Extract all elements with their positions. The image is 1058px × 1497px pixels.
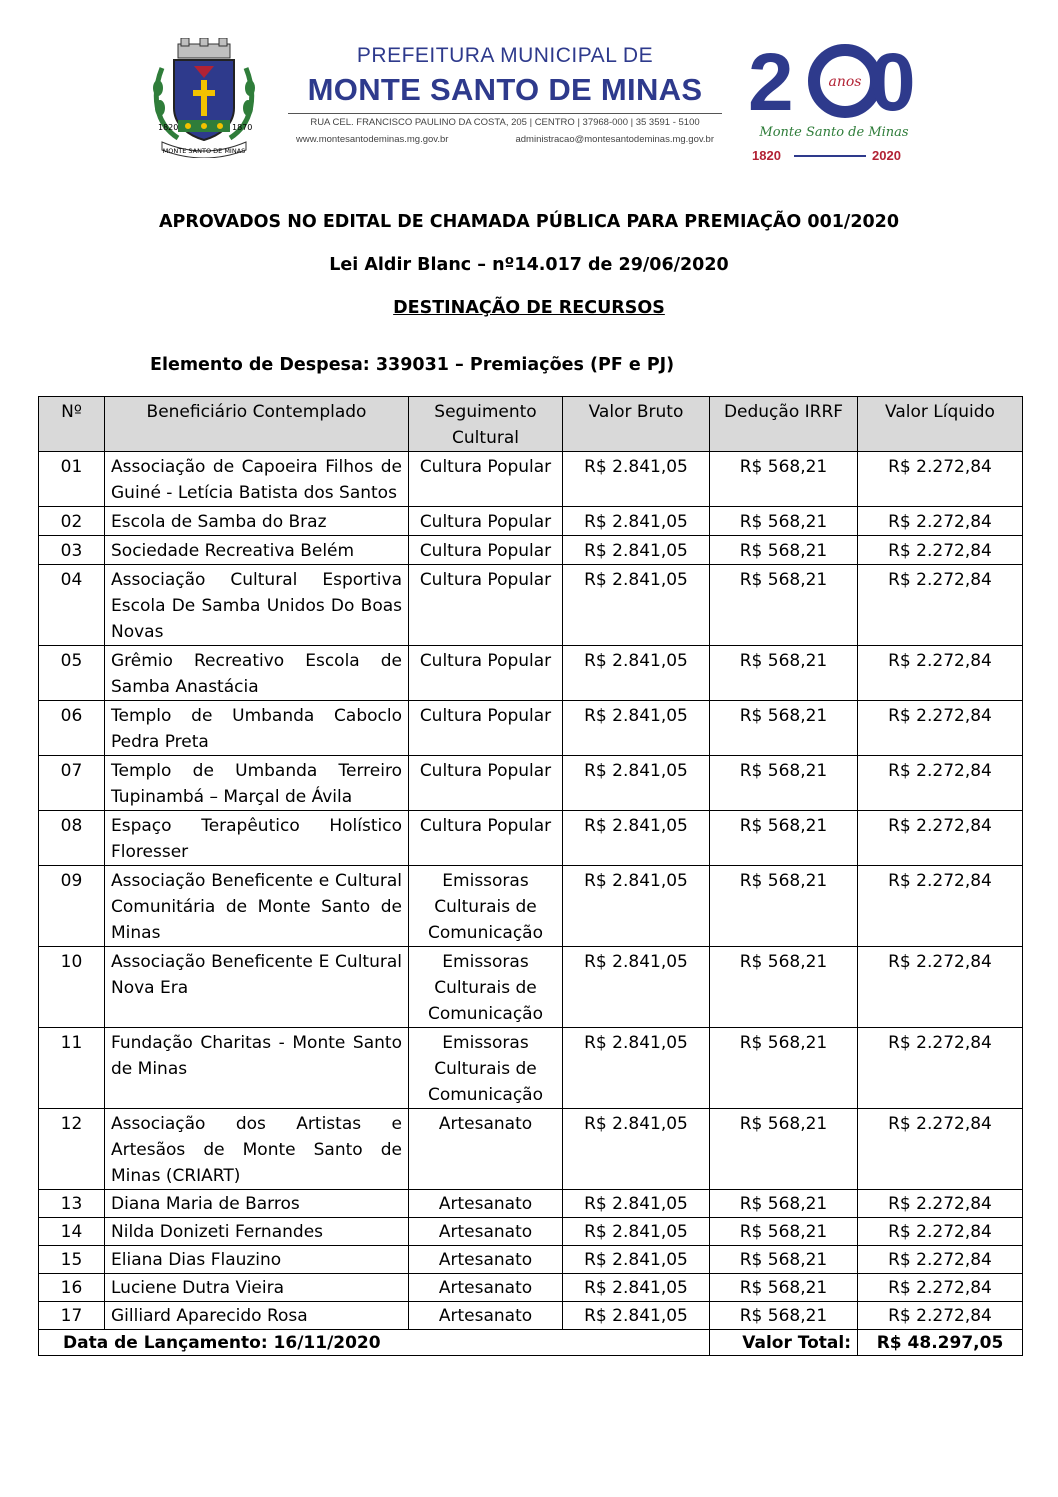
- irrf-deduction: R$ 568,21: [710, 1109, 858, 1190]
- anniversary-200-logo: [748, 36, 916, 166]
- letterhead: [0, 0, 1058, 180]
- beneficiary-name: Templo de Umbanda Caboclo Pedra Preta: [105, 701, 409, 756]
- crest-year-left: 1820: [158, 123, 179, 132]
- address: RUA CEL. FRANCISCO PAULINO DA COSTA, 205 | CENTRO | 37968-000 | 35 3591 - 5100: [310, 117, 700, 128]
- document-titles: [0, 210, 1058, 320]
- gross-value: R$ 2.841,05: [563, 536, 710, 565]
- cultural-segment: Artesanato: [409, 1190, 563, 1218]
- table-row: [39, 565, 1023, 646]
- irrf-deduction: R$ 568,21: [710, 1274, 858, 1302]
- gross-value: R$ 2.841,05: [563, 947, 710, 1028]
- irrf-deduction: R$ 568,21: [710, 947, 858, 1028]
- net-value: R$ 2.272,84: [858, 701, 1023, 756]
- gross-value: R$ 2.841,05: [563, 866, 710, 947]
- row-number: 15: [39, 1246, 105, 1274]
- table-row: [39, 811, 1023, 866]
- beneficiary-name: Fundação Charitas - Monte Santo de Minas: [105, 1028, 409, 1109]
- net-value: R$ 2.272,84: [858, 1028, 1023, 1109]
- cultural-segment: Cultura Popular: [409, 811, 563, 866]
- row-number: 10: [39, 947, 105, 1028]
- row-number: 07: [39, 756, 105, 811]
- letterhead-divider: [288, 113, 722, 114]
- table-row: [39, 866, 1023, 947]
- table-row: [39, 1246, 1023, 1274]
- beneficiary-name: Escola de Samba do Braz: [105, 507, 409, 536]
- table-row: [39, 1274, 1023, 1302]
- municipal-crest-icon: [148, 38, 260, 158]
- municipality-name: MONTE SANTO DE MINAS: [307, 72, 703, 107]
- gross-value: R$ 2.841,05: [563, 756, 710, 811]
- row-number: 11: [39, 1028, 105, 1109]
- irrf-deduction: R$ 568,21: [710, 507, 858, 536]
- row-number: 14: [39, 1218, 105, 1246]
- gross-value: R$ 2.841,05: [563, 1028, 710, 1109]
- cultural-segment: Cultura Popular: [409, 756, 563, 811]
- net-value: R$ 2.272,84: [858, 1302, 1023, 1330]
- table-row: [39, 756, 1023, 811]
- gross-value: R$ 2.841,05: [563, 646, 710, 701]
- gross-value: R$ 2.841,05: [563, 1274, 710, 1302]
- beneficiary-name: Espaço Terapêutico Holístico Floresser: [105, 811, 409, 866]
- section-heading: DESTINAÇÃO DE RECURSOS: [393, 298, 665, 318]
- document-title: APROVADOS NO EDITAL DE CHAMADA PÚBLICA PARA PREMIAÇÃO 001/2020: [158, 212, 900, 232]
- irrf-deduction: R$ 568,21: [710, 701, 858, 756]
- beneficiary-name: Diana Maria de Barros: [105, 1190, 409, 1218]
- row-number: 12: [39, 1109, 105, 1190]
- gross-value: R$ 2.841,05: [563, 565, 710, 646]
- row-number: 03: [39, 536, 105, 565]
- gross-value: R$ 2.841,05: [563, 1246, 710, 1274]
- irrf-deduction: R$ 568,21: [710, 1218, 858, 1246]
- irrf-deduction: R$ 568,21: [710, 646, 858, 701]
- cultural-segment: Artesanato: [409, 1109, 563, 1190]
- anniv-tagline: Monte Santo de Minas: [759, 125, 909, 140]
- row-number: 16: [39, 1274, 105, 1302]
- row-number: 13: [39, 1190, 105, 1218]
- table-row: [39, 507, 1023, 536]
- header-irrf-deduction: Dedução IRRF: [710, 397, 858, 452]
- cultural-segment: Cultura Popular: [409, 565, 563, 646]
- cultural-segment: Cultura Popular: [409, 452, 563, 507]
- table-row: [39, 701, 1023, 756]
- expense-element: Elemento de Despesa: 339031 – Premiações (PF e PJ): [150, 355, 675, 375]
- anniv-year-end: 2020: [872, 148, 901, 163]
- row-number: 06: [39, 701, 105, 756]
- beneficiary-name: Eliana Dias Flauzino: [105, 1246, 409, 1274]
- header-beneficiary: Beneficiário Contemplado: [105, 397, 409, 452]
- cultural-segment: Artesanato: [409, 1246, 563, 1274]
- net-value: R$ 2.272,84: [858, 947, 1023, 1028]
- net-value: R$ 2.272,84: [858, 756, 1023, 811]
- irrf-deduction: R$ 568,21: [710, 1302, 858, 1330]
- anniv-year-start: 1820: [752, 148, 781, 163]
- net-value: R$ 2.272,84: [858, 565, 1023, 646]
- crest-banner: MONTE SANTO DE MINAS: [162, 147, 246, 155]
- table-row: [39, 1109, 1023, 1190]
- net-value: R$ 2.272,84: [858, 507, 1023, 536]
- table-footer-row: [39, 1330, 1023, 1356]
- table-row: [39, 1302, 1023, 1330]
- cultural-segment: Artesanato: [409, 1218, 563, 1246]
- law-subtitle: Lei Aldir Blanc – nº14.017 de 29/06/2020: [329, 255, 729, 275]
- cultural-segment: Artesanato: [409, 1274, 563, 1302]
- beneficiaries-table: [38, 396, 1023, 1356]
- email-link[interactable]: administracao@montesantodeminas.mg.gov.br: [515, 134, 714, 145]
- header-net-value: Valor Líquido: [858, 397, 1023, 452]
- irrf-deduction: R$ 568,21: [710, 756, 858, 811]
- release-date: Data de Lançamento: 16/11/2020: [39, 1330, 710, 1356]
- beneficiary-name: Associação Beneficente e Cultural Comunitária de Monte Santo de Minas: [105, 866, 409, 947]
- table-row: [39, 1190, 1023, 1218]
- row-number: 01: [39, 452, 105, 507]
- row-number: 04: [39, 565, 105, 646]
- cultural-segment: Cultura Popular: [409, 646, 563, 701]
- irrf-deduction: R$ 568,21: [710, 866, 858, 947]
- total-value: R$ 48.297,05: [858, 1330, 1023, 1356]
- row-number: 02: [39, 507, 105, 536]
- irrf-deduction: R$ 568,21: [710, 1246, 858, 1274]
- net-value: R$ 2.272,84: [858, 1190, 1023, 1218]
- beneficiary-name: Grêmio Recreativo Escola de Samba Anastácia: [105, 646, 409, 701]
- gross-value: R$ 2.841,05: [563, 452, 710, 507]
- cultural-segment: Emissoras Culturais de Comunicação: [409, 1028, 563, 1109]
- net-value: R$ 2.272,84: [858, 536, 1023, 565]
- beneficiary-name: Associação de Capoeira Filhos de Guiné - Letícia Batista dos Santos: [105, 452, 409, 507]
- cultural-segment: Cultura Popular: [409, 701, 563, 756]
- gross-value: R$ 2.841,05: [563, 1218, 710, 1246]
- net-value: R$ 2.272,84: [858, 452, 1023, 507]
- beneficiary-name: Associação dos Artistas e Artesãos de Monte Santo de Minas (CRIART): [105, 1109, 409, 1190]
- header-gross-value: Valor Bruto: [563, 397, 710, 452]
- beneficiary-name: Templo de Umbanda Terreiro Tupinambá – Marçal de Ávila: [105, 756, 409, 811]
- anniv-anos: anos: [828, 74, 862, 90]
- row-number: 09: [39, 866, 105, 947]
- header-segment: Seguimento Cultural: [409, 397, 563, 452]
- beneficiary-name: Luciene Dutra Vieira: [105, 1274, 409, 1302]
- table-row: [39, 646, 1023, 701]
- table-body: [39, 452, 1023, 1330]
- net-value: R$ 2.272,84: [858, 811, 1023, 866]
- net-value: R$ 2.272,84: [858, 1218, 1023, 1246]
- prefeitura-label: PREFEITURA MUNICIPAL DE: [356, 44, 654, 67]
- beneficiary-name: Nilda Donizeti Fernandes: [105, 1218, 409, 1246]
- cultural-segment: Cultura Popular: [409, 536, 563, 565]
- net-value: R$ 2.272,84: [858, 1274, 1023, 1302]
- cultural-segment: Artesanato: [409, 1302, 563, 1330]
- gross-value: R$ 2.841,05: [563, 701, 710, 756]
- anniv-digit-0: 0: [870, 37, 916, 128]
- net-value: R$ 2.272,84: [858, 1109, 1023, 1190]
- net-value: R$ 2.272,84: [858, 866, 1023, 947]
- net-value: R$ 2.272,84: [858, 1246, 1023, 1274]
- cultural-segment: Cultura Popular: [409, 507, 563, 536]
- irrf-deduction: R$ 568,21: [710, 565, 858, 646]
- table-row: [39, 536, 1023, 565]
- gross-value: R$ 2.841,05: [563, 811, 710, 866]
- irrf-deduction: R$ 568,21: [710, 1190, 858, 1218]
- beneficiary-name: Gilliard Aparecido Rosa: [105, 1302, 409, 1330]
- header-number: Nº: [39, 397, 105, 452]
- gross-value: R$ 2.841,05: [563, 1109, 710, 1190]
- contacts: [288, 134, 722, 145]
- irrf-deduction: R$ 568,21: [710, 1028, 858, 1109]
- table-row: [39, 1218, 1023, 1246]
- irrf-deduction: R$ 568,21: [710, 452, 858, 507]
- row-number: 08: [39, 811, 105, 866]
- table-row: [39, 947, 1023, 1028]
- net-value: R$ 2.272,84: [858, 646, 1023, 701]
- irrf-deduction: R$ 568,21: [710, 811, 858, 866]
- beneficiary-name: Associação Beneficente E Cultural Nova Era: [105, 947, 409, 1028]
- website-link[interactable]: www.montesantodeminas.mg.gov.br: [296, 134, 449, 145]
- irrf-deduction: R$ 568,21: [710, 536, 858, 565]
- table-row: [39, 1028, 1023, 1109]
- beneficiary-name: Associação Cultural Esportiva Escola De Samba Unidos Do Boas Novas: [105, 565, 409, 646]
- anniv-digit-2: 2: [748, 37, 794, 128]
- beneficiary-name: Sociedade Recreativa Belém: [105, 536, 409, 565]
- gross-value: R$ 2.841,05: [563, 507, 710, 536]
- row-number: 17: [39, 1302, 105, 1330]
- letterhead-text: [288, 44, 722, 145]
- gross-value: R$ 2.841,05: [563, 1190, 710, 1218]
- gross-value: R$ 2.841,05: [563, 1302, 710, 1330]
- table-row: [39, 452, 1023, 507]
- cultural-segment: Emissoras Culturais de Comunicação: [409, 947, 563, 1028]
- crest-year-right: 1870: [232, 123, 253, 132]
- total-label: Valor Total:: [710, 1330, 858, 1356]
- row-number: 05: [39, 646, 105, 701]
- cultural-segment: Emissoras Culturais de Comunicação: [409, 866, 563, 947]
- table-header-row: [39, 397, 1023, 452]
